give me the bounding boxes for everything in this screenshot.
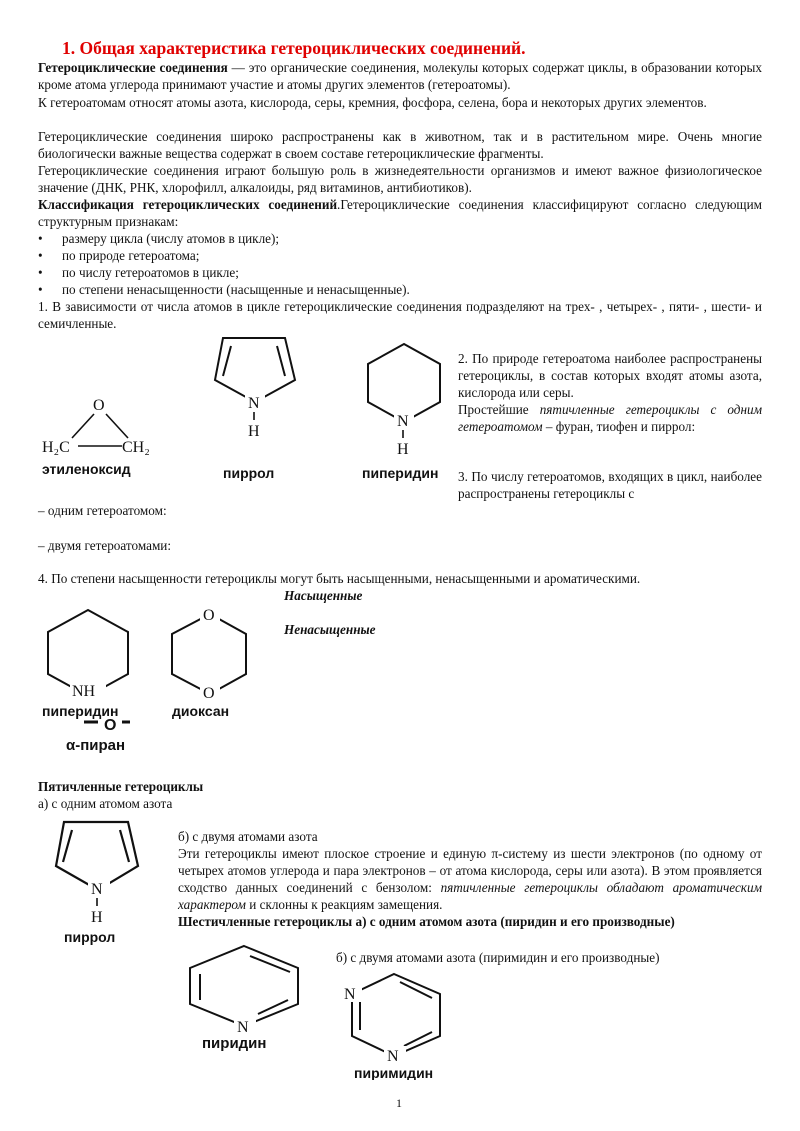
molecule-caption: пиррол <box>223 465 275 481</box>
point-1: 1. В зависимости от числа атомов в цикле гетероциклические соединения подразделяют на трех- , четырех- , пяти- , шести- и семичленные. <box>38 299 762 331</box>
two-heteroatoms-label: – двумя гетероатомами: <box>38 538 172 553</box>
atom-label: N <box>237 1019 249 1036</box>
five-membered-italic: пятичленные гетероциклы обладают ароматическим характером <box>178 880 762 912</box>
one-heteroatom-label: – одним гетероатомом: <box>38 503 167 518</box>
atom-label: N <box>387 1048 399 1065</box>
molecule-caption: этиленоксид <box>42 461 131 477</box>
five-membered-b: б) с двумя атомами азота <box>178 829 318 844</box>
pyrrole-structure <box>205 332 305 482</box>
dioxane-structure <box>164 604 254 722</box>
atom-label: O <box>104 717 117 734</box>
atom-label: O <box>93 397 105 414</box>
molecule-caption: пиперидин <box>362 465 439 481</box>
atom-label: N <box>344 986 356 1003</box>
atom-label: N <box>91 881 103 898</box>
intro-paragraph-3: Гетероциклические соединения широко распространены как в животном, так и в растительном мире. Очень многие биологически важные вещества содержат в своем составе гетероциклические фрагменты. <box>38 129 762 161</box>
molecule-caption: α-пиран <box>66 737 126 754</box>
molecule-caption: пиридин <box>202 1035 267 1052</box>
piperidine-saturated-structure <box>40 604 140 722</box>
ethylene-oxide-structure <box>38 392 168 484</box>
atom-label: H <box>397 441 409 458</box>
classification-term: Классификация гетероциклических соединений <box>38 197 338 212</box>
bullet-item: • по степени ненасыщенности (насыщенные и ненасыщенные). <box>38 282 410 297</box>
atom-label: H <box>248 423 260 440</box>
intro-definition <box>38 59 762 93</box>
page-number: 1 <box>396 1096 402 1110</box>
point-3: 3. По числу гетероатомов, входящих в цикл, наиболее распространены гетероциклы с <box>458 469 762 501</box>
atom-label: H <box>91 909 103 926</box>
point-4: 4. По степени насыщенности гетероциклы могут быть насыщенными, ненасыщенными и ароматическими. <box>38 571 641 586</box>
section-title: 1. Общая характеристика гетероциклических соединений. <box>62 38 526 58</box>
classification-paragraph <box>38 196 762 230</box>
pyran-structure <box>64 716 174 758</box>
molecule-caption: пиррол <box>64 929 116 945</box>
molecule-caption: пиримидин <box>354 1065 434 1080</box>
intro-paragraph-2: К гетероатомам относят атомы азота, кислорода, серы, кремния, фосфора, селена, бора и некоторых других элементов. <box>38 95 707 110</box>
molecule-caption: пиперидин <box>42 703 119 719</box>
pyrrole-structure-2 <box>40 814 150 948</box>
intro-term: Гетероциклические соединения <box>38 60 228 75</box>
molecule-caption: диоксан <box>172 703 230 719</box>
classification-text: .Гетероциклические соединения классифицируют согласно следующим структурным признакам: <box>38 197 762 229</box>
atom-label: O <box>203 685 215 702</box>
six-membered-heading: Шестичленные гетероциклы а) с одним атомом азота (пиридин и его производные) <box>178 914 675 929</box>
atom-label: CH₂ <box>122 439 150 456</box>
intro-paragraph-4: Гетероциклические соединения играют большую роль в жизнедеятельности организмов и имеют важное физиологическое значение (ДНК, РНК, хлорофилл, алкалоиды, ряд витаминов, антибиотиков). <box>38 163 762 195</box>
five-membered-text: Эти гетероциклы имеют плоское строение и единую π-систему из шести электронов (по одному от четырех атомов углерода и пара электронов – от атома кислорода, серы или азота). В этом проявляется сходство данных соединений с бензолом: пятичленные гетероциклы обладают ароматическим характером и склонны к реакциям замещения. <box>178 846 762 912</box>
bullet-item: • размеру цикла (числу атомов в цикле); <box>38 231 280 246</box>
point-2-italic: пятичленные гетероциклы с одним гетероатомом <box>458 402 762 434</box>
atom-label: O <box>203 607 215 624</box>
atom-label: H₂C <box>42 439 70 456</box>
point-2: 2. По природе гетероатома наиболее распространены гетероциклы, в состав которых входят атомы азота, кислорода или серы. Простейшие пятичленные гетероциклы с одним гетероатомом – фуран, тиофен и пиррол: <box>458 351 762 434</box>
intro-def-text: — это органические соединения, молекулы которых содержат циклы, в образовании которых кроме атома углерода принимают участие и атомы других элементов (гетероатомы). <box>38 60 762 92</box>
piperidine-structure <box>358 340 458 482</box>
pyrimidine-structure <box>338 968 468 1080</box>
atom-label: N <box>248 395 260 412</box>
five-membered-a: а) с одним атомом азота <box>38 796 173 811</box>
atom-label: NH <box>72 683 96 700</box>
six-membered-b: б) с двумя атомами азота (пиримидин и его производные) <box>336 950 660 965</box>
unsaturated-label: Ненасыщенные <box>284 622 376 637</box>
saturated-label: Насыщенные <box>284 588 363 603</box>
five-membered-heading: Пятичленные гетероциклы <box>38 779 204 794</box>
bullet-item: • по числу гетероатомов в цикле; <box>38 265 239 280</box>
pyridine-structure <box>180 942 310 1052</box>
atom-label: N <box>397 413 409 430</box>
bullet-item: • по природе гетероатома; <box>38 248 200 263</box>
